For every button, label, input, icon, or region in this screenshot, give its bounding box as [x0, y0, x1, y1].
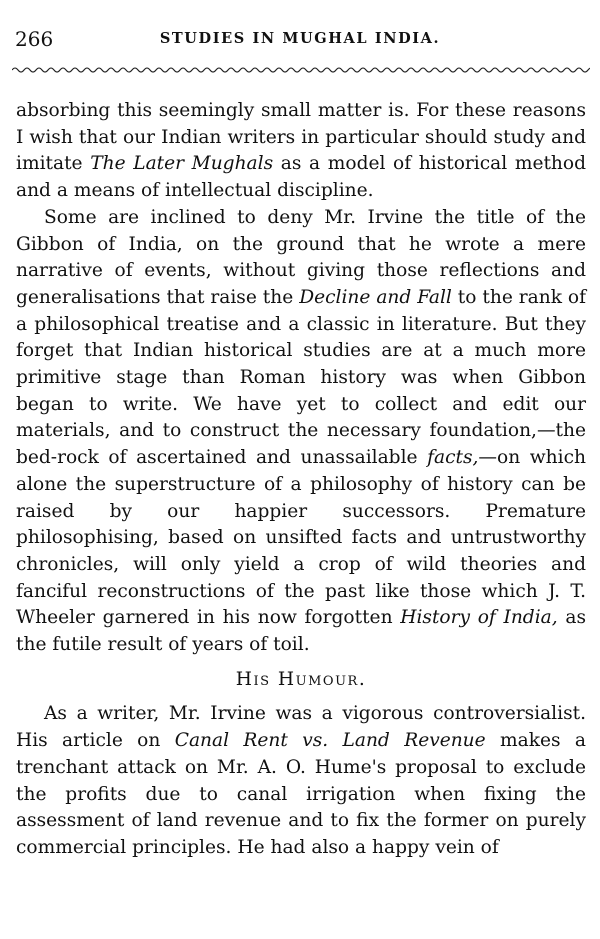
paragraph-2-text-d: as the futile result of years of toil.: [16, 607, 586, 656]
paragraph-2-text-a: Some are inclined to deny Mr. Irvine the title of the Gibbon of India, on the ground that he wrote a mere narrative of events, without giving those reflections and generalisations that raise the: [16, 206, 586, 308]
article-title-canal-rent: Canal Rent vs. Land Revenue: [174, 730, 486, 752]
paragraph-1-text-b: as a model of historical method and a means of intellectual discipline.: [16, 153, 586, 202]
paragraph-1-text-a: absorbing this seemingly small matter is. For these reasons I wish that our Indian writers in particular should study and imitate: [16, 100, 586, 175]
emphasis-facts: facts,: [427, 447, 479, 469]
paragraph-3: [16, 701, 586, 861]
book-title-later-mughals: The Later Mughals: [90, 153, 274, 175]
paragraph-3-text-b: makes a trenchant attack on Mr. A. O. Hume's proposal to exclude the profits due to canal irrigation when fixing the assessment of land revenue and to fix the former on purely commercial principles. He had also a happy vein of: [16, 730, 586, 858]
paragraph-2-text-b: to the rank of a philosophical treatise and a classic in literature. But they forget that Indian historical studies are at a much more primitive stage than Roman history was when Gibbon began to write. We have yet to collect and edit our materials, and to construct the necessary foundation,—the bed-rock of ascertained and unassailable: [16, 286, 586, 469]
paragraph-3-text-a: As a writer, Mr. Irvine was a vigorous controversialist. His article on: [16, 703, 586, 752]
book-title-decline-and-fall: Decline and Fall: [299, 286, 452, 308]
wavy-rule-line: [12, 68, 590, 72]
body-text: [16, 98, 586, 862]
page-number: 266: [15, 27, 54, 51]
paragraph-2: [16, 205, 586, 659]
page-header: [15, 24, 585, 54]
paragraph-1: [16, 98, 586, 205]
paragraph-2-text-c: —on which alone the superstructure of a philosophy of history can be raised by our happier successors. Premature philosophising, based on unsifted facts and untrustworthy chronicles, will only yield a crop of wild theories and fanciful reconstructions of the past like those which J. T. Wheeler garnered in his now forgotten: [16, 447, 586, 629]
running-title: STUDIES IN MUGHAL INDIA.: [159, 30, 441, 47]
book-title-history-of-india: History of India,: [400, 607, 558, 629]
section-heading: His Humour.: [235, 668, 367, 690]
wavy-rule: [12, 64, 590, 76]
